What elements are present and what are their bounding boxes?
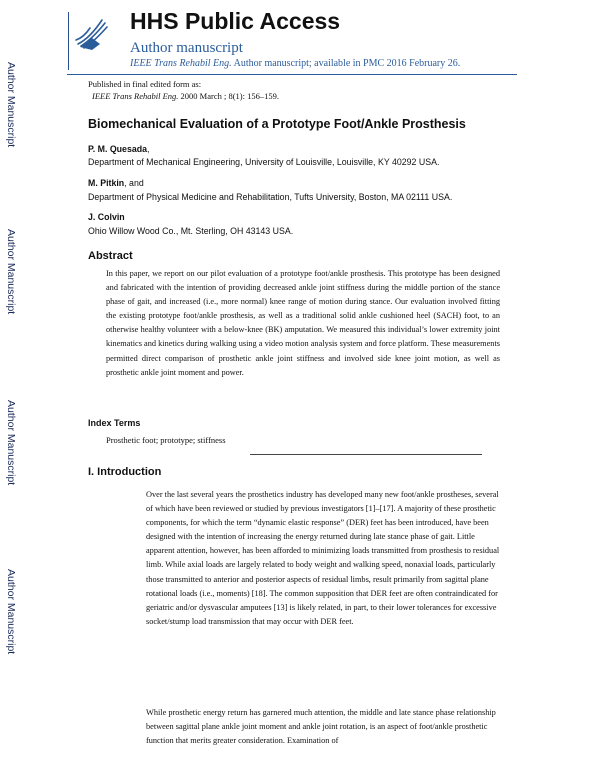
journal-availability	[130, 58, 460, 69]
header-divider	[68, 12, 69, 70]
side-label-3: Author Manuscript	[5, 400, 17, 486]
author-affiliation-3: Ohio Willow Wood Co., Mt. Sterling, OH 43143 USA.	[88, 226, 294, 236]
author-1	[88, 144, 149, 154]
publication-info	[88, 78, 279, 102]
citation-line	[88, 90, 279, 102]
citation-journal: IEEE Trans Rehabil Eng.	[92, 91, 179, 101]
hhs-public-access-title: HHS Public Access	[130, 8, 341, 34]
article-title: Biomechanical Evaluation of a Prototype Foot/Ankle Prosthesis	[88, 117, 466, 131]
hhs-eagle-logo-icon	[72, 14, 112, 54]
citation-details: 2000 March ; 8(1): 156–159.	[180, 91, 279, 101]
author-manuscript-subtitle: Author manuscript	[130, 40, 243, 56]
index-terms-text: Prosthetic foot; prototype; stiffness	[106, 435, 226, 445]
introduction-paragraph-1: Over the last several years the prosthetics industry has developed many new foot/ankle prostheses, several of which have been reviewed or studied by previous investigators [1]–[17]. A majority of these prosthetic components, for which the term “dynamic elastic response” (DER) feet has been introduced, have been designed with the intention of increasing the energy returned during late stance phase of gait. Little apparent attention, however, has been afforded to minimizing loads transmitted from prosthesis to residual limb. While axial loads are largely related to body weight and walking speed, nonaxial loads, particularly those transmitted to anterior and posterior aspects of residual limbs, result primarily from sagittal plane rotational loads (i.e., moments) [18]. The common supposition that DER feet are often contraindicated for geriatric and/or dysvascular amputees [13] is likely related, in part, to their lower tolerances for excessive socket/stump load transmission that may occur with DER feet.	[146, 490, 500, 626]
availability-text: Author manuscript; available in PMC 2016 February 26.	[233, 58, 461, 69]
introduction-paragraph-2: While prosthetic energy return has garnered much attention, the middle and late stance phase relationship between sagittal plane ankle joint moment and ankle joint rotation, is an aspect of foot/ankle prosthetic function that merits greater consideration. Examination of	[146, 708, 496, 746]
author-2	[88, 178, 144, 188]
published-line: Published in final edited form as:	[88, 79, 202, 89]
author-suffix: , and	[124, 178, 144, 188]
author-suffix: ,	[147, 144, 150, 154]
index-terms-heading: Index Terms	[88, 418, 141, 428]
side-label-2: Author Manuscript	[5, 229, 17, 315]
journal-name: IEEE Trans Rehabil Eng.	[130, 58, 232, 69]
author-affiliation-1: Department of Mechanical Engineering, University of Louisville, Louisville, KY 40292 USA.	[88, 157, 440, 167]
side-label-4: Author Manuscript	[5, 569, 17, 655]
introduction-heading: I. Introduction	[88, 466, 162, 478]
author-3	[88, 212, 125, 222]
author-name: J. Colvin	[88, 212, 125, 222]
section-rule	[250, 454, 482, 455]
abstract-text: In this paper, we report on our pilot evaluation of a prototype foot/ankle prosthesis. This prototype has been designed and fabricated with the intention of providing decreased ankle joint stiffness during the middle portion of the stance phase of gait, and increased (i.e., more normal) knee range of motion during stance. Our evaluation involved fitting the existing prototype foot/ankle prosthesis, as well as a traditional solid ankle cushioned heel (SACH) foot, to an otherwise healthy volunteer with a below-knee (BK) amputation. We measured this individual’s lower extremity joint kinematics and kinetics during walking using a video motion analysis system and force platform. These measurements permitted direct comparison of prosthetic ankle joint stiffness and involved side knee joint motion, as well as prosthetic ankle joint moment and power.	[106, 269, 500, 377]
author-affiliation-2: Department of Physical Medicine and Rehabilitation, Tufts University, Boston, MA 02111 USA.	[88, 192, 453, 202]
abstract-heading: Abstract	[88, 250, 133, 262]
author-name: P. M. Quesada	[88, 144, 147, 154]
author-name: M. Pitkin	[88, 178, 125, 188]
side-label-1: Author Manuscript	[5, 62, 17, 148]
header-rule	[67, 74, 517, 75]
